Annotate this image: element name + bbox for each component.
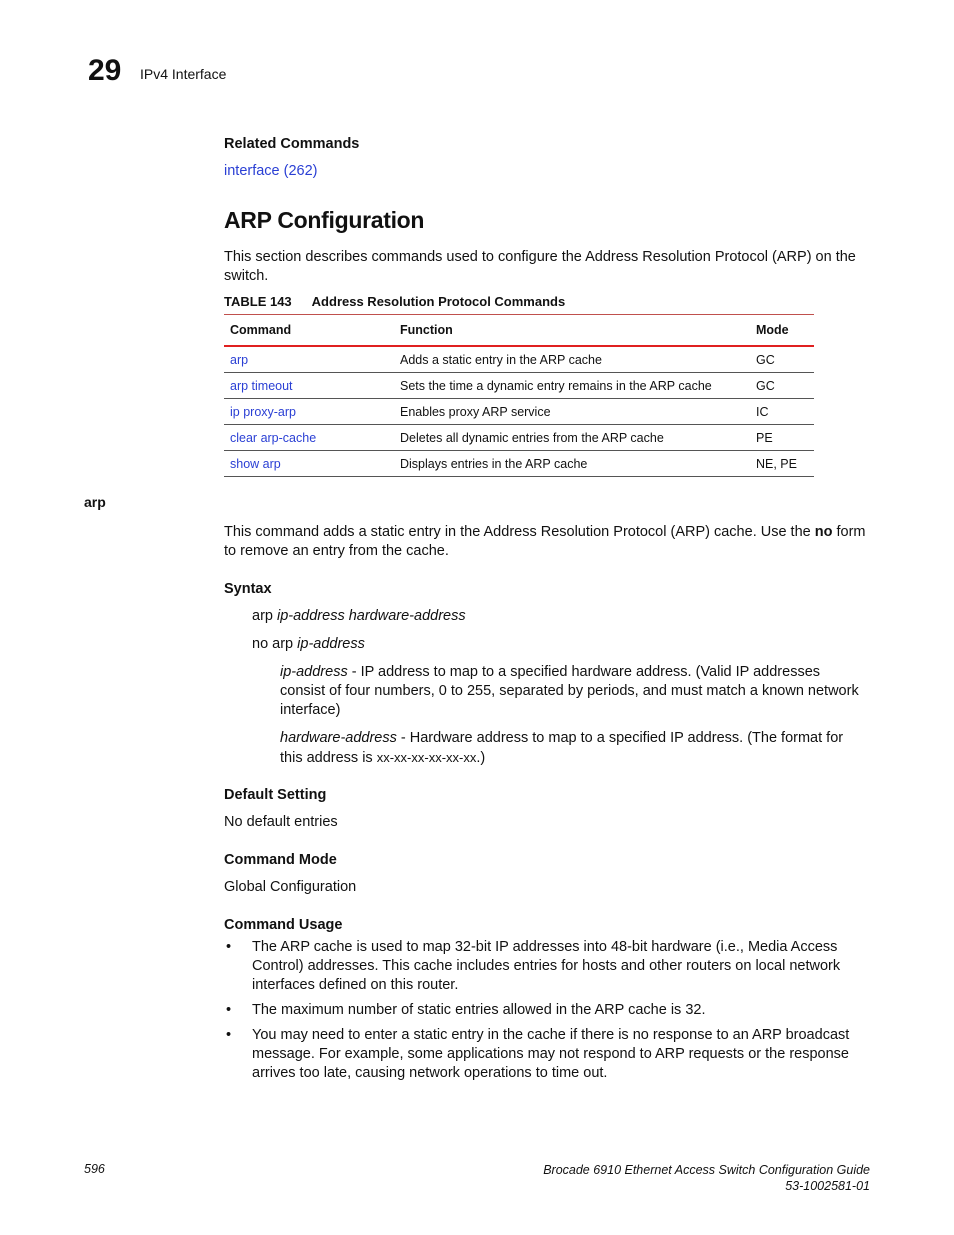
table-row — [224, 399, 814, 425]
param-desc: - IP address to map to a specified hardware address. (Valid IP addresses consist of four numbers, 0 to 255, separated by periods, and must match a known network interface) — [280, 664, 859, 718]
section-title: ARP Configuration — [224, 207, 425, 233]
no-keyword: no — [814, 524, 833, 540]
chapter-number: 29 — [88, 54, 122, 87]
command-link[interactable]: arp timeout — [224, 373, 394, 399]
syntax-line-arp — [252, 607, 466, 626]
syntax-args: ip-address hardware-address — [277, 608, 466, 624]
param-name: ip-address — [280, 664, 348, 680]
table-row — [224, 451, 814, 477]
chapter-title: IPv4 Interface — [140, 66, 227, 82]
command-mode-value: Global Configuration — [224, 879, 357, 895]
mode-cell: GC — [750, 373, 814, 399]
bullet-icon: • — [226, 939, 232, 955]
syntax-command: arp — [252, 608, 273, 624]
param-format: xx-xx-xx-xx-xx-xx — [376, 750, 477, 765]
table-label: TABLE 143 — [224, 294, 292, 309]
command-mode-heading: Command Mode — [224, 852, 337, 868]
header-command: Command — [224, 315, 394, 347]
list-item — [224, 1001, 864, 1020]
header-mode: Mode — [750, 315, 814, 347]
mode-cell: GC — [750, 346, 814, 373]
syntax-line-no-arp — [252, 635, 365, 654]
arp-commands-table — [224, 314, 814, 477]
related-command-link[interactable]: interface (262) — [224, 163, 318, 179]
syntax-args: ip-address — [297, 636, 365, 652]
header-function: Function — [394, 315, 750, 347]
command-link[interactable]: arp — [224, 346, 394, 373]
function-cell: Adds a static entry in the ARP cache — [394, 346, 750, 373]
command-link[interactable]: show arp — [224, 451, 394, 477]
page-number: 596 — [84, 1162, 105, 1176]
list-item-text: The maximum number of static entries allowed in the ARP cache is 32. — [252, 1002, 706, 1018]
bullet-icon: • — [226, 1027, 232, 1043]
param-name: hardware-address — [280, 730, 397, 746]
arp-description — [224, 523, 874, 561]
table-header-row — [224, 315, 814, 347]
table-caption — [224, 294, 565, 309]
doc-number: 53-1002581-01 — [785, 1179, 870, 1193]
table-row — [224, 425, 814, 451]
table-title: Address Resolution Protocol Commands — [311, 294, 566, 309]
command-link[interactable]: clear arp-cache — [224, 425, 394, 451]
function-cell: Displays entries in the ARP cache — [394, 451, 750, 477]
desc-text: This command adds a static entry in the Address Resolution Protocol (ARP) cache. Use the — [224, 524, 815, 540]
mode-cell: PE — [750, 425, 814, 451]
mode-cell: IC — [750, 399, 814, 425]
syntax-command: no arp — [252, 636, 294, 652]
guide-title: Brocade 6910 Ethernet Access Switch Configuration Guide — [543, 1163, 870, 1177]
related-commands-heading: Related Commands — [224, 136, 360, 152]
arp-command-heading: arp — [84, 494, 106, 510]
command-link[interactable]: ip proxy-arp — [224, 399, 394, 425]
default-setting-value: No default entries — [224, 814, 338, 830]
list-item — [224, 1026, 864, 1083]
list-item — [224, 938, 864, 995]
section-intro: This section describes commands used to configure the Address Resolution Protocol (ARP) on the switch. — [224, 249, 856, 284]
list-item-text: The ARP cache is used to map 32-bit IP addresses into 48-bit hardware (i.e., Media Access Control) addresses. This cache includes entries for hosts and other routers on local network interfaces defined on this router. — [252, 939, 841, 993]
param-hardware-address — [280, 729, 860, 768]
mode-cell: NE, PE — [750, 451, 814, 477]
footer-doc-info — [543, 1162, 870, 1194]
table-row — [224, 373, 814, 399]
list-item-text: You may need to enter a static entry in the cache if there is no response to an ARP broadcast message. For example, some applications may not respond to ARP requests or the response arrives too late, causing network operations to time out. — [252, 1027, 850, 1081]
param-desc: - Hardware address to map to a specified IP address. (The format for this address is — [280, 730, 844, 766]
desc-text: form to remove an entry from the cache. — [224, 524, 866, 559]
default-setting-heading: Default Setting — [224, 787, 327, 803]
function-cell: Enables proxy ARP service — [394, 399, 750, 425]
function-cell: Sets the time a dynamic entry remains in the ARP cache — [394, 373, 750, 399]
syntax-heading: Syntax — [224, 581, 272, 597]
command-usage-heading: Command Usage — [224, 917, 343, 933]
param-desc-end: .) — [476, 750, 486, 766]
param-ip-address — [280, 663, 860, 720]
function-cell: Deletes all dynamic entries from the ARP cache — [394, 425, 750, 451]
command-usage-list — [224, 938, 864, 1089]
table-row — [224, 346, 814, 373]
bullet-icon: • — [226, 1002, 232, 1018]
